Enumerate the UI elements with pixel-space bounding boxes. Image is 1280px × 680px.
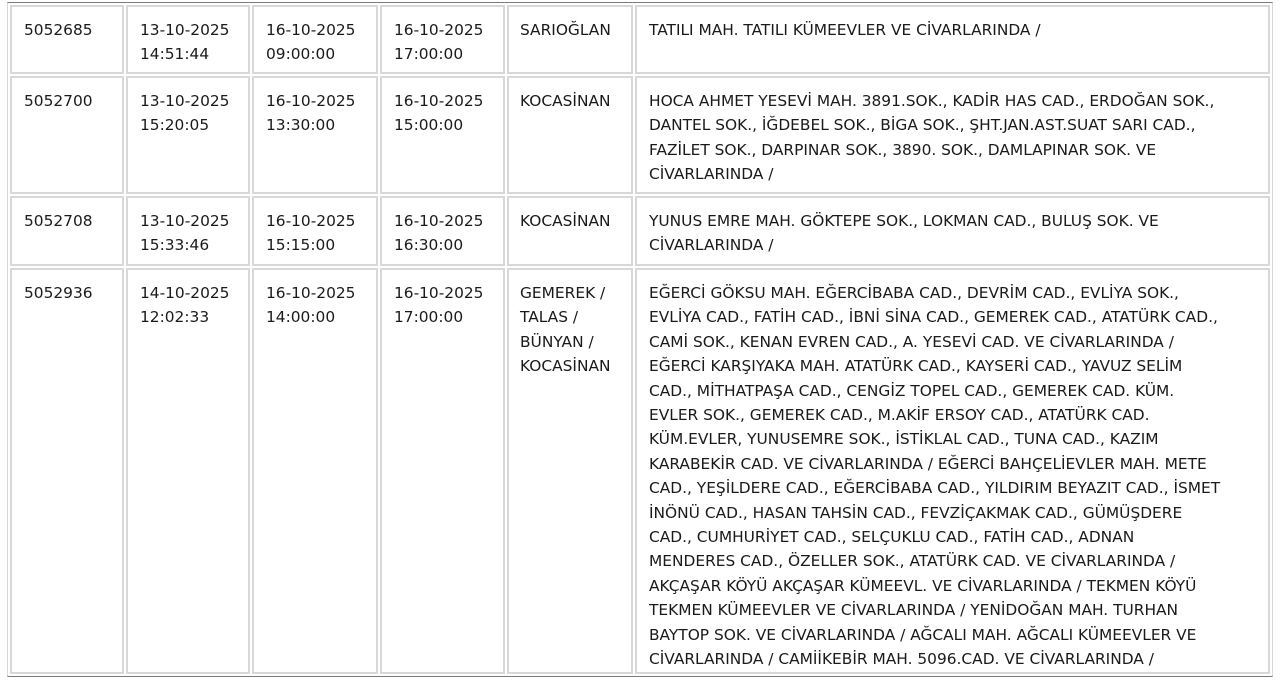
address-line: EĞERCİ GÖKSU MAH. EĞERCİBABA CAD., DEVRİM CAD., EVLİYA SOK.,: [649, 284, 1179, 302]
address-cell: [635, 268, 1270, 674]
start-date: 16-10-2025: [266, 92, 356, 110]
start-date: 16-10-2025: [266, 284, 356, 302]
announced-time: 15:33:46: [140, 236, 210, 255]
outage-table: [7, 2, 1273, 677]
table-row: [10, 196, 1270, 266]
start-time: 13:30:00: [266, 116, 336, 135]
address-line: CİVARLARINDA /: [649, 236, 774, 255]
address-line: KÜM.EVLER, YUNUSEMRE SOK., İSTİKLAL CAD., TUNA CAD., KAZIM: [649, 430, 1159, 449]
end-cell: [380, 5, 505, 74]
address-line: MENDERES CAD., ÖZELLER SOK., ATATÜRK CAD. VE CİVARLARINDA /: [649, 552, 1176, 571]
start-cell: [252, 268, 378, 674]
address-cell: [635, 76, 1270, 194]
table-row: [10, 5, 1270, 74]
end-date: 16-10-2025: [394, 212, 484, 230]
outage-id-cell: [10, 76, 124, 194]
address-line: HOCA AHMET YESEVİ MAH. 3891.SOK., KADİR HAS CAD., ERDOĞAN SOK.,: [649, 92, 1215, 110]
end-time: 17:00:00: [394, 45, 464, 64]
announced-time: 14:51:44: [140, 45, 210, 64]
announced-date: 13-10-2025: [140, 212, 230, 230]
outage-id-cell: [10, 268, 124, 674]
announced-cell: [126, 5, 250, 74]
announced-date: 14-10-2025: [140, 284, 230, 302]
address-line: FAZİLET SOK., DARPINAR SOK., 3890. SOK., DAMLAPINAR SOK. VE: [649, 140, 1157, 159]
address-line: TATILI MAH. TATILI KÜMEEVLER VE CİVARLARINDA /: [649, 21, 1041, 39]
end-time: 16:30:00: [394, 236, 464, 255]
outage-id-cell: [10, 5, 124, 74]
address-line: EĞERCİ KARŞIYAKA MAH. ATATÜRK CAD., KAYSERİ CAD., YAVUZ SELİM: [649, 357, 1183, 376]
announced-cell: [126, 76, 250, 194]
announced-time: 15:20:05: [140, 116, 210, 135]
district-line: KOCASİNAN: [520, 92, 611, 110]
address-line: DANTEL SOK., İĞDEBEL SOK., BİGA SOK., ŞHT.JAN.AST.SUAT SARI CAD.,: [649, 116, 1196, 135]
end-cell: [380, 76, 505, 194]
announced-cell: [126, 196, 250, 266]
district-cell: [507, 76, 633, 194]
start-date: 16-10-2025: [266, 21, 356, 39]
start-time: 15:15:00: [266, 236, 336, 255]
address-line: TEKMEN KÜMEEVLER VE CİVARLARINDA / YENİDOĞAN MAH. TURHAN: [649, 601, 1179, 620]
start-time: 14:00:00: [266, 308, 336, 327]
district-line: KOCASİNAN: [520, 357, 611, 376]
outage-id-cell: [10, 196, 124, 266]
address-line: EVLİYA CAD., FATİH CAD., İBNİ SİNA CAD., GEMEREK CAD., ATATÜRK CAD.,: [649, 308, 1218, 327]
address-line: KARABEKİR CAD. VE CİVARLARINDA / EĞERCİ BAHÇELİEVLER MAH. METE: [649, 454, 1207, 473]
outage-id: 5052708: [24, 212, 93, 230]
outage-id: 5052700: [24, 92, 93, 110]
district-line: KOCASİNAN: [520, 212, 611, 230]
outage-table-body: [10, 5, 1270, 674]
end-time: 17:00:00: [394, 308, 464, 327]
address-line: CİVARLARINDA / CAMİİKEBİR MAH. 5096.CAD. VE CİVARLARINDA /: [649, 650, 1154, 669]
announced-date: 13-10-2025: [140, 92, 230, 110]
start-cell: [252, 196, 378, 266]
end-time: 15:00:00: [394, 116, 464, 135]
district-cell: [507, 268, 633, 674]
end-cell: [380, 196, 505, 266]
end-date: 16-10-2025: [394, 92, 484, 110]
address-line: CAMİ SOK., KENAN EVREN CAD., A. YESEVİ CAD. VE CİVARLARINDA /: [649, 332, 1174, 351]
announced-time: 12:02:33: [140, 308, 210, 327]
announced-date: 13-10-2025: [140, 21, 230, 39]
address-line: BAYTOP SOK. VE CİVARLARINDA / AĞCALI MAH. AĞCALI KÜMEEVLER VE: [649, 625, 1197, 644]
district-cell: [507, 5, 633, 74]
district-line: GEMEREK /: [520, 284, 606, 302]
announced-cell: [126, 268, 250, 674]
start-date: 16-10-2025: [266, 212, 356, 230]
address-line: YUNUS EMRE MAH. GÖKTEPE SOK., LOKMAN CAD., BULUŞ SOK. VE: [649, 212, 1159, 230]
address-line: EVLER SOK., GEMEREK CAD., M.AKİF ERSOY CAD., ATATÜRK CAD.: [649, 406, 1150, 425]
district-line: TALAS /: [520, 308, 579, 327]
address-cell: [635, 196, 1270, 266]
address-line: CAD., CUMHURİYET CAD., SELÇUKLU CAD., FATİH CAD., ADNAN: [649, 528, 1135, 547]
district-line: BÜNYAN /: [520, 332, 594, 351]
address-cell: [635, 5, 1270, 74]
address-line: CAD., MİTHATPAŞA CAD., CENGİZ TOPEL CAD., GEMEREK CAD. KÜM.: [649, 381, 1175, 400]
address-line: İNÖNÜ CAD., HASAN TAHSİN CAD., FEVZİÇAKMAK CAD., GÜMÜŞDERE: [649, 503, 1183, 522]
end-date: 16-10-2025: [394, 21, 484, 39]
start-time: 09:00:00: [266, 45, 336, 64]
end-cell: [380, 268, 505, 674]
outage-id: 5052936: [24, 284, 93, 302]
outage-id: 5052685: [24, 21, 93, 39]
table-row: [10, 268, 1270, 674]
address-line: CİVARLARINDA /: [649, 165, 774, 184]
address-line: AKÇAŞAR KÖYÜ AKÇAŞAR KÜMEEVL. VE CİVARLARINDA / TEKMEN KÖYÜ: [649, 576, 1197, 595]
address-line: CAD., YEŞİLDERE CAD., EĞERCİBABA CAD., YILDIRIM BEYAZIT CAD., İSMET: [649, 479, 1221, 498]
district-cell: [507, 196, 633, 266]
start-cell: [252, 5, 378, 74]
end-date: 16-10-2025: [394, 284, 484, 302]
start-cell: [252, 76, 378, 194]
district-line: SARIOĞLAN: [520, 21, 611, 39]
table-row: [10, 76, 1270, 194]
